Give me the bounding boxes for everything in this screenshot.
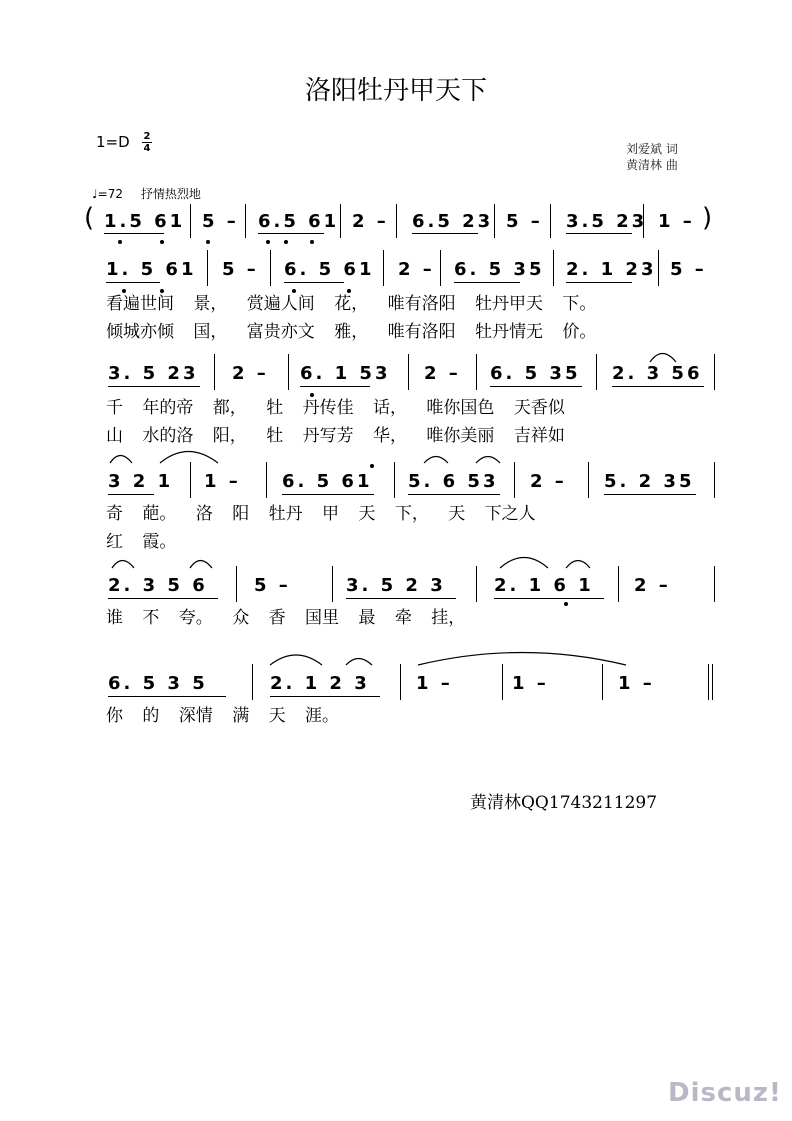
- octave-dot: [292, 289, 296, 293]
- barline: [400, 664, 401, 700]
- intro-measure: 5 –: [202, 211, 239, 232]
- slur: [500, 558, 548, 569]
- barline: [236, 566, 237, 602]
- line-measure: 5. 2 35: [604, 471, 695, 492]
- barline: [396, 204, 397, 238]
- tempo-mark: [92, 185, 201, 202]
- line-measure: 2 –: [530, 471, 567, 492]
- line-measure: 2. 3 56: [612, 363, 703, 384]
- barline: [550, 204, 551, 238]
- barline: [394, 462, 395, 498]
- line-measure: 3. 5 2 3: [346, 575, 446, 596]
- line-measure: 5. 6 53: [408, 471, 499, 492]
- intro-measure: 5 –: [506, 211, 543, 232]
- intro-close-paren: ): [702, 203, 713, 233]
- lyric-line: 奇 葩。 洛 阳 牡丹 甲 天 下， 天 下之人: [106, 504, 536, 524]
- line-measure: 2 –: [398, 259, 435, 280]
- barline: [714, 354, 715, 390]
- lyric-line: 倾城亦倾 国， 富贵亦文 雅， 唯有洛阳 牡丹情无 价。: [106, 322, 597, 342]
- line-measure: 2 –: [424, 363, 461, 384]
- slur: [160, 452, 218, 464]
- time-signature-bottom: 4: [143, 143, 151, 154]
- line-measure: 2 –: [232, 363, 269, 384]
- barline: [476, 566, 477, 602]
- slur: [566, 561, 590, 569]
- barline: [602, 664, 603, 700]
- barline: [332, 566, 333, 602]
- line-measure: 6. 5 61: [282, 471, 373, 492]
- octave-dot: [160, 240, 164, 244]
- octave-dot: [118, 240, 122, 244]
- underline-beam: [106, 282, 160, 283]
- barline: [708, 664, 709, 700]
- line-measure: 3 2 1: [108, 471, 174, 492]
- intro-measure: 3.5 23: [566, 211, 648, 232]
- line-measure: 2. 1 6 1: [494, 575, 594, 596]
- barline: [408, 354, 409, 390]
- barline: [245, 204, 246, 238]
- barline: [476, 354, 477, 390]
- underline-beam: [104, 233, 164, 234]
- barline: [214, 354, 215, 390]
- octave-dot: [370, 464, 374, 468]
- barline: [714, 566, 715, 602]
- line-measure: 6. 5 61: [284, 259, 375, 280]
- barline: [440, 250, 441, 286]
- underline-beam: [604, 494, 696, 495]
- underline-beam: [566, 233, 632, 234]
- underline-beam: [454, 282, 520, 283]
- underline-beam: [282, 494, 374, 495]
- underline-beam: [412, 233, 478, 234]
- barline: [494, 204, 495, 238]
- octave-dot: [122, 289, 126, 293]
- barline: [266, 462, 267, 498]
- barline: [714, 462, 715, 498]
- intro-measure: 2 –: [352, 211, 389, 232]
- lyric-line: 山 水的洛 阳， 牡 丹写芳 华， 唯你美丽 吉祥如: [106, 426, 565, 446]
- intro-open-paren: (: [84, 203, 95, 233]
- line-measure: 6. 1 53: [300, 363, 391, 384]
- barline: [588, 462, 589, 498]
- intro-measure: 1 –: [658, 211, 695, 232]
- expression-mark: 抒情热烈地: [140, 187, 201, 201]
- lyric-line: 千 年的帝 都， 牡 丹传佳 话， 唯你国色 天香似: [106, 398, 565, 418]
- barline: [190, 462, 191, 498]
- barline: [514, 462, 515, 498]
- line-measure: 2 –: [634, 575, 671, 596]
- underline-beam: [346, 598, 456, 599]
- underline-beam: [284, 282, 344, 283]
- slur: [270, 655, 322, 665]
- barline: [553, 250, 554, 286]
- underline-beam: [490, 386, 582, 387]
- lyric-line: 红 霞。: [106, 532, 177, 552]
- barline: [383, 250, 384, 286]
- line-measure: 1. 5 61: [106, 259, 197, 280]
- barline: [502, 664, 503, 700]
- underline-beam: [108, 494, 154, 495]
- lyricist-credit: 刘爱斌 词: [626, 142, 678, 156]
- line-measure: 5 –: [670, 259, 707, 280]
- slur: [110, 456, 132, 464]
- octave-dot: [284, 240, 288, 244]
- octave-dot: [266, 240, 270, 244]
- line-measure: 6. 5 35: [490, 363, 581, 384]
- slur: [418, 653, 626, 666]
- line-measure: 1 –: [416, 673, 453, 694]
- slur: [424, 457, 448, 464]
- octave-dot: [310, 393, 314, 397]
- line-measure: 1 –: [618, 673, 655, 694]
- barline: [190, 204, 191, 238]
- underline-beam: [494, 598, 604, 599]
- line-measure: 2. 1 23: [566, 259, 657, 280]
- lyric-line: 看遍世间 景， 赏遍人间 花， 唯有洛阳 牡丹甲天 下。: [106, 294, 597, 314]
- underline-beam: [408, 494, 500, 495]
- underline-beam: [108, 598, 218, 599]
- line-measure: 5 –: [222, 259, 259, 280]
- slur: [190, 561, 212, 569]
- barline: [596, 354, 597, 390]
- watermark-logo: Discuz!: [668, 1078, 782, 1108]
- line-measure: 6. 5 35: [454, 259, 545, 280]
- barline: [643, 204, 644, 238]
- line-measure: 1 –: [204, 471, 241, 492]
- intro-measure: 6.5 23: [412, 211, 494, 232]
- tempo-value: ♩=72: [92, 187, 123, 201]
- line-measure: 5 –: [254, 575, 291, 596]
- underline-beam: [258, 233, 324, 234]
- lyric-line: 谁 不 夸。 众 香 国里 最 牵 挂，: [106, 608, 466, 628]
- key-signature: 1=D: [96, 133, 130, 151]
- octave-dot: [206, 240, 210, 244]
- barline: [288, 354, 289, 390]
- barline: [252, 664, 253, 700]
- octave-dot: [310, 240, 314, 244]
- slur: [346, 659, 372, 666]
- underline-beam: [566, 282, 632, 283]
- barline: [270, 250, 271, 286]
- line-measure: 1 –: [512, 673, 549, 694]
- barline: [340, 204, 341, 238]
- barline: [207, 250, 208, 286]
- underline-beam: [108, 696, 226, 697]
- underline-beam: [108, 386, 200, 387]
- barline: [618, 566, 619, 602]
- barline: [712, 664, 713, 700]
- line-measure: 6. 5 3 5: [108, 673, 208, 694]
- octave-dot: [160, 289, 164, 293]
- lyric-line: 你 的 深情 满 天 涯。: [106, 706, 340, 726]
- author-contact: 黄清林QQ1743211297: [470, 793, 658, 813]
- octave-dot: [564, 602, 568, 606]
- intro-measure: 6.5 61: [258, 211, 340, 232]
- octave-dot: [347, 289, 351, 293]
- slur: [476, 457, 500, 464]
- underline-beam: [270, 696, 380, 697]
- underline-beam: [612, 386, 704, 387]
- line-measure: 2. 3 5 6: [108, 575, 208, 596]
- barline: [658, 250, 659, 286]
- line-measure: 2. 1 2 3: [270, 673, 370, 694]
- composer-credit: 黄清林 曲: [626, 158, 678, 172]
- slur: [650, 354, 676, 363]
- underline-beam: [300, 386, 370, 387]
- time-signature-top: 2: [143, 131, 151, 142]
- line-measure: 3. 5 23: [108, 363, 199, 384]
- slur: [112, 561, 134, 569]
- intro-measure: 1.5 61: [104, 211, 186, 232]
- song-title: 洛阳牡丹甲天下: [304, 76, 487, 106]
- time-signature: [142, 131, 152, 154]
